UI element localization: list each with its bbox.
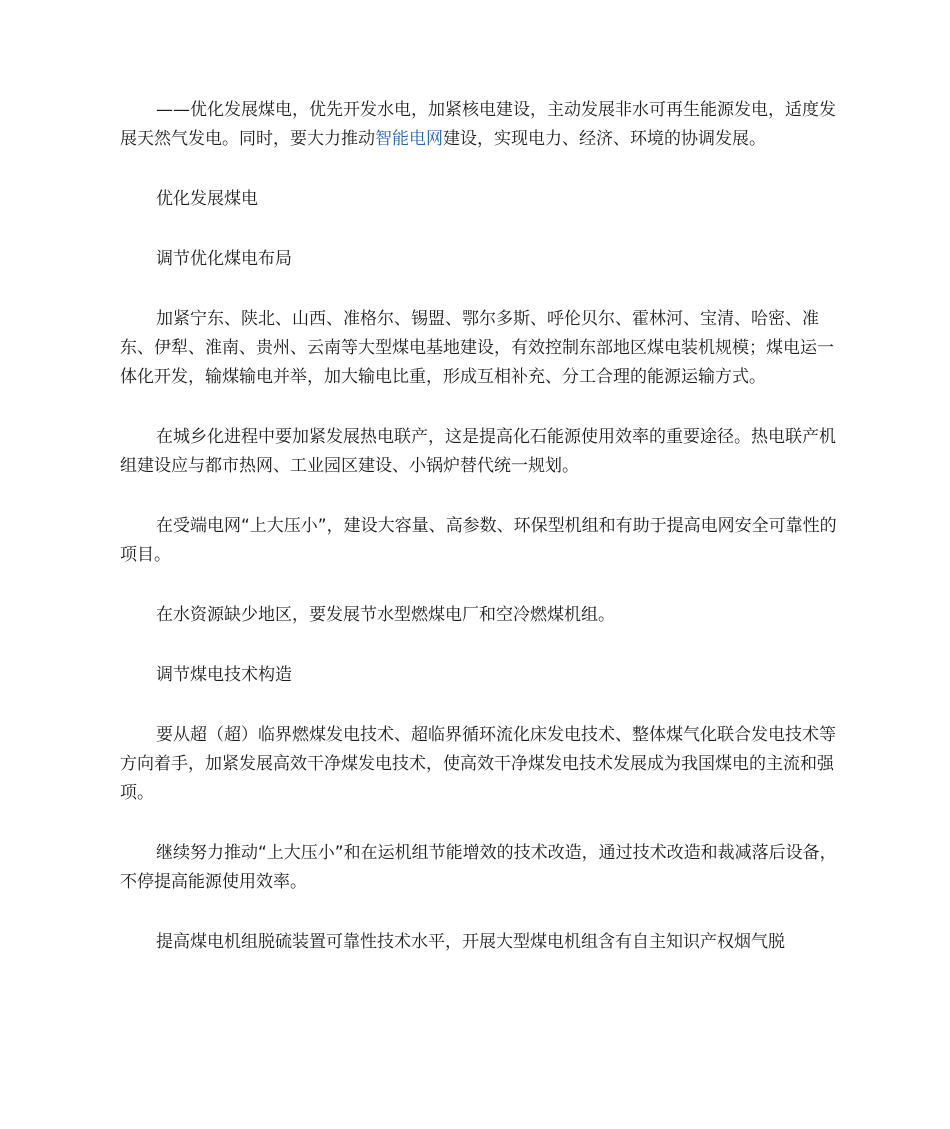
heading-optimize-coal-power: 优化发展煤电 (156, 189, 258, 209)
paragraph-receiving-grid: 在受端电网“上大压小”，建设大容量、高参数、环保型机组和有助于提高电网安全可靠性的项目。 (120, 516, 837, 565)
paragraph-coal-bases: 加紧宁东、陕北、山西、准格尔、锡盟、鄂尔多斯、呼伦贝尔、霍林河、宝清、哈密、准东、伊犁、淮南、贵州、云南等大型煤电基地建设，有效控制东部地区煤电装机规模；煤电运一体化开发，输煤输电并举，加大输电比重，形成互相补充、分工合理的能源运输方式。 (120, 309, 834, 387)
smart-grid-link[interactable]: 智能电网 (375, 129, 443, 149)
heading-adjust-coal-layout: 调节优化煤电布局 (156, 249, 292, 269)
paragraph-water-scarce: 在水资源缺少地区，要发展节水型燃煤电厂和空冷燃煤机组。 (156, 605, 615, 625)
intro-text-before: ——优化发展煤电，优先开发水电，加紧核电建设，主动发展非水可再生能源发电，适度发展天然气发电。同时，要大力推动 (120, 100, 836, 149)
paragraph-clean-coal-tech: 要从超（超）临界燃煤发电技术、超临界循环流化床发电技术、整体煤气化联合发电技术等方向着手，加紧发展高效干净煤发电技术，使高效干净煤发电技术发展成为我国煤电的主流和强项。 (120, 725, 836, 803)
paragraph-cogeneration: 在城乡化进程中要加紧发展热电联产，这是提高化石能源使用效率的重要途径。热电联产机组建设应与都市热网、工业园区建设、小锅炉替代统一规划。 (120, 427, 836, 476)
heading-adjust-coal-tech: 调节煤电技术构造 (156, 665, 292, 685)
paragraph-intro (120, 96, 840, 154)
paragraph-desulfurization: 提高煤电机组脱硫装置可靠性技术水平，开展大型煤电机组含有自主知识产权烟气脱 (156, 932, 785, 952)
document-body (120, 96, 840, 988)
intro-text-after: 建设，实现电力、经济、环境的协调发展。 (443, 129, 766, 149)
paragraph-efficiency-upgrade: 继续努力推动“上大压小”和在运机组节能增效的技术改造，通过技术改造和裁减落后设备，不停提高能源使用效率。 (120, 843, 837, 892)
